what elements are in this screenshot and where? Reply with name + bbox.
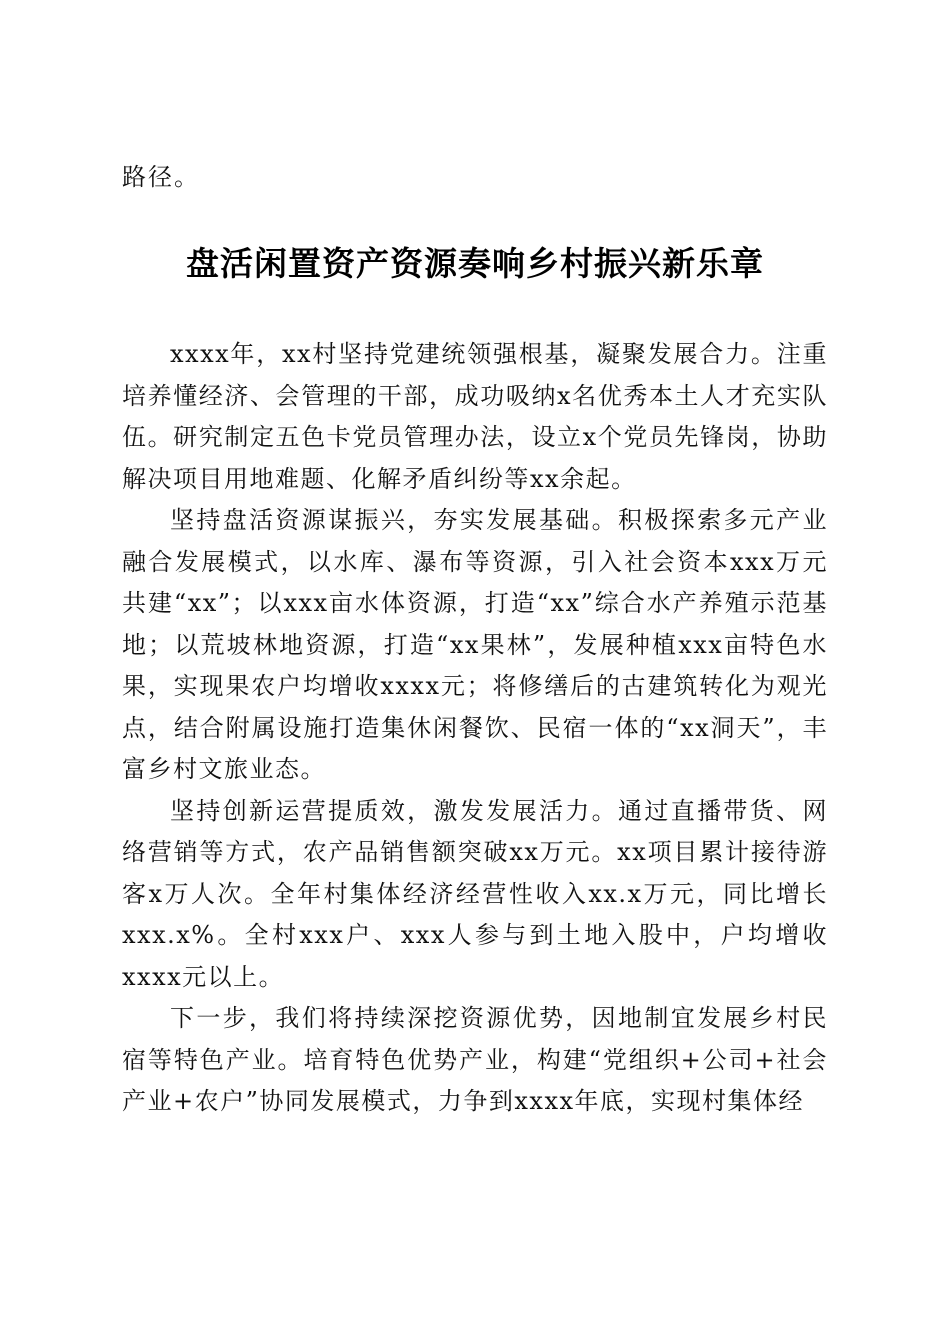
paragraph: 坚持盘活资源谋振兴，夯实发展基础。积极探索多元产业融合发展模式，以水库、瀑布等资源，引入社会资本xxx万元共建“xx”；以xxx亩水体资源，打造“xx”综合水产养殖示范基地；以荒坡林地资源，打造“xx果林”，发展种植xxx亩特色水果，实现果农户均增收xxxx元；将修缮后的古建筑转化为观光点，结合附属设施打造集休闲餐饮、民宿一体的“xx洞天”，丰富乡村文旅业态。 <box>122 506 828 783</box>
paragraph: 坚持创新运营提质效，激发发展活力。通过直播带货、网络营销等方式，农产品销售额突破xx万元。xx项目累计接待游客x万人次。全年村集体经济经营性收入xx.x万元，同比增长xxx.x%。全村xxx户、xxx人参与到土地入股中，户均增收xxxx元以上。 <box>122 796 828 991</box>
paragraph: 下一步，我们将持续深挖资源优势，因地制宜发展乡村民宿等特色产业。培育特色优势产业，构建“党组织+公司+社会产业+农户”协同发展模式，力争到xxxx年底，实现村集体经 <box>122 1004 828 1115</box>
continuation-text: 路径。 <box>122 163 200 191</box>
paragraph: xxxx年，xx村坚持党建统领强根基，凝聚发展合力。注重培养懂经济、会管理的干部，成功吸纳x名优秀本土人才充实队伍。研究制定五色卡党员管理办法，设立x个党员先锋岗，协助解决项目用地难题、化解矛盾纠纷等xx余起。 <box>122 340 828 493</box>
article-body <box>122 334 828 1123</box>
section-title: 盘活闲置资产资源奏响乡村振兴新乐章 <box>186 244 764 283</box>
